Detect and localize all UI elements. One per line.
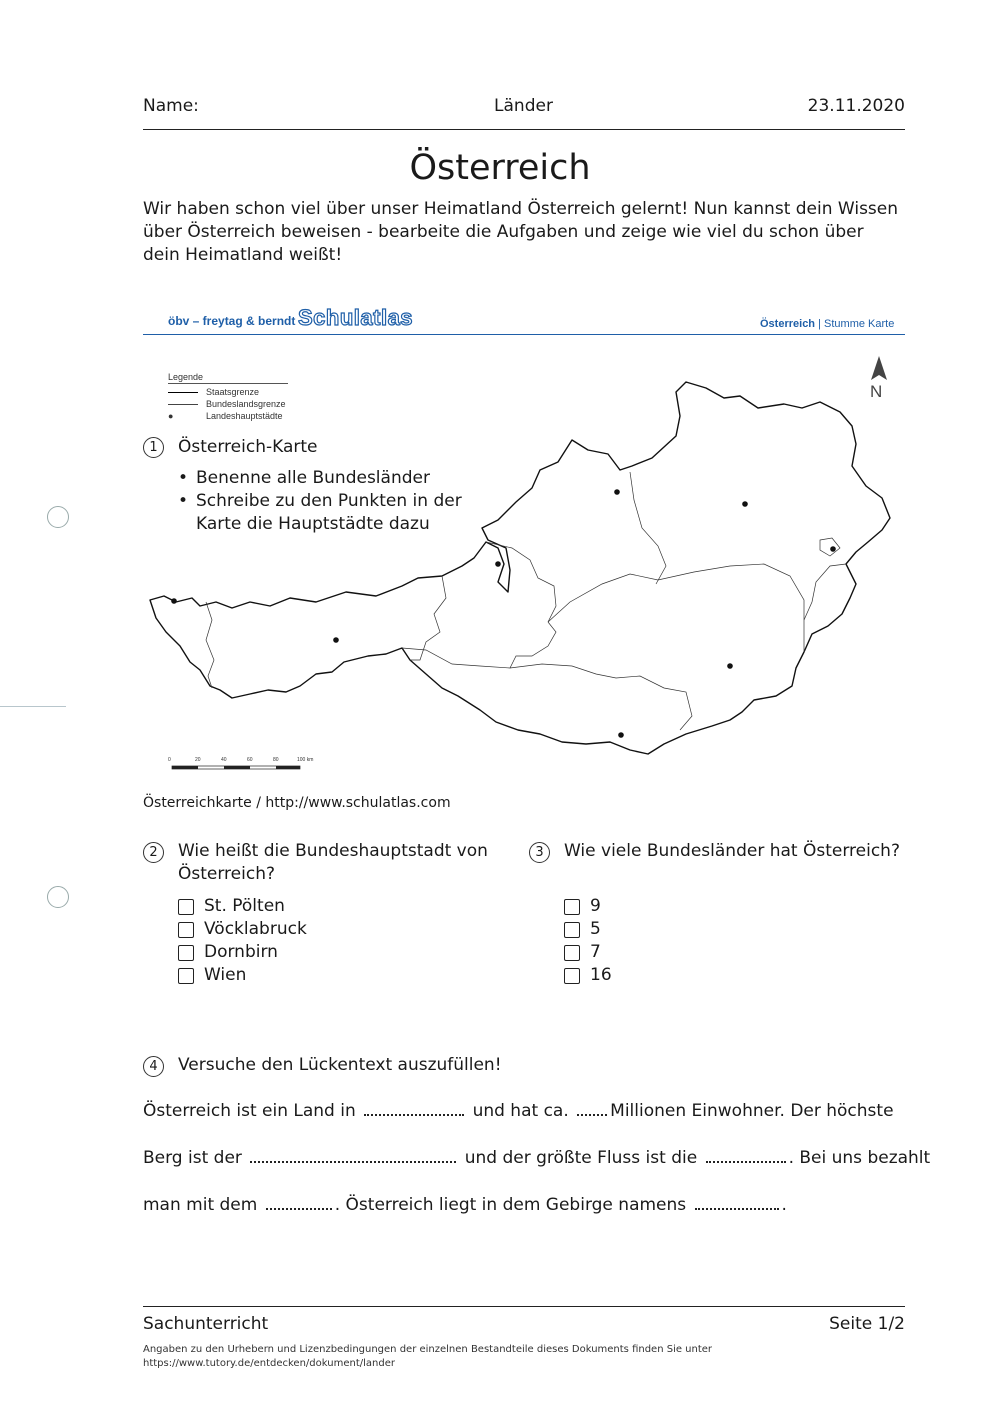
scale-bar — [170, 764, 304, 772]
option-dornbirn[interactable] — [178, 941, 307, 964]
blank-population[interactable] — [577, 1100, 607, 1116]
header-rule — [143, 129, 905, 130]
scale-label: 40 — [221, 757, 227, 763]
cloze-line-3 — [143, 1194, 787, 1215]
task1-title: Österreich-Karte — [178, 437, 318, 457]
checkbox[interactable] — [564, 922, 580, 938]
option-9[interactable] — [564, 895, 612, 918]
capital-dot-graz — [727, 663, 733, 669]
blank-largest-river[interactable] — [706, 1147, 786, 1163]
cloze-text: . Bei uns bezahlt — [788, 1148, 931, 1168]
border-tirol-salzburg — [410, 576, 446, 660]
capital-dot-klagenfurt — [618, 732, 624, 738]
legend-label: Bundeslandsgrenze — [206, 399, 286, 409]
fold-mark — [0, 706, 66, 707]
blank-country-region[interactable] — [364, 1100, 464, 1116]
cloze-line-1 — [143, 1100, 894, 1121]
border-burgenland — [804, 564, 846, 620]
option-wien[interactable] — [178, 964, 307, 987]
option-label: Dornbirn — [204, 942, 278, 962]
punch-hole-bottom — [47, 886, 69, 908]
subject-header: Länder — [494, 96, 553, 116]
bullet-text: Schreibe zu den Punkten in der Karte die Hauptstädte dazu — [196, 491, 462, 534]
option-label: 5 — [590, 919, 601, 939]
license-link[interactable]: https://www.tutory.de/entdecken/dokument/lander — [143, 1358, 395, 1369]
option-label: Vöcklabruck — [204, 919, 307, 939]
intro-text: Wir haben schon viel über unser Heimatland Österreich gelernt! Nun kannst dein Wissen über Österreich beweisen - bearbeite die Aufgaben und zeige wie viel du schon über dein Heimatland weißt! — [143, 199, 899, 265]
checkbox[interactable] — [178, 968, 194, 984]
scale-label: 60 — [247, 757, 253, 763]
option-label: Wien — [204, 965, 247, 985]
task4-instruction: Versuche den Lückentext auszufüllen! — [178, 1055, 502, 1075]
legend-label: Landeshauptstädte — [206, 411, 283, 421]
capital-dot-innsbruck — [333, 637, 339, 643]
blank-highest-mountain[interactable] — [250, 1147, 456, 1163]
scale-label: 0 — [168, 757, 171, 763]
scale-label: 100 km — [297, 757, 314, 763]
legend-title: Legende — [168, 372, 288, 384]
blank-mountain-range[interactable] — [695, 1194, 779, 1210]
option-5[interactable] — [564, 918, 612, 941]
task4-number: 4 — [143, 1056, 164, 1077]
task1-bullet — [178, 467, 508, 490]
cloze-text: und der größte Fluss ist die — [464, 1148, 698, 1168]
option-label: St. Pölten — [204, 896, 285, 916]
license-note: Angaben zu den Urhebern und Lizenzbedingungen der einzelnen Bestandteile dieses Dokuments finden Sie unter — [143, 1344, 713, 1355]
border-vienna — [820, 538, 840, 556]
map-header-rule — [143, 334, 905, 335]
border-vorarlberg-tirol — [206, 602, 214, 688]
task3-number: 3 — [529, 842, 550, 863]
capital-dot-salzburg — [495, 561, 501, 567]
checkbox[interactable] — [564, 945, 580, 961]
option-st-poelten[interactable] — [178, 895, 307, 918]
task2-question: Wie heißt die Bundeshauptstadt von Österreich? — [178, 841, 488, 884]
footer-subject: Sachunterricht — [143, 1314, 269, 1334]
capital-dot-linz — [614, 489, 620, 495]
task1-bullets — [178, 467, 508, 536]
option-label: 16 — [590, 965, 612, 985]
bullet-icon: • — [178, 468, 189, 488]
border-upperaustria-loweraustria — [630, 472, 666, 584]
task2-number: 2 — [143, 842, 164, 863]
cloze-text: Millionen Einwohner. Der höchste — [610, 1101, 894, 1121]
border-salzburg-carinthia — [510, 622, 556, 668]
capital-dot-swatch: ● — [168, 411, 174, 421]
map-heading: Österreich | Stumme Karte — [760, 318, 895, 330]
cloze-line-2 — [143, 1147, 930, 1168]
option-7[interactable] — [564, 941, 612, 964]
legend-label: Staatsgrenze — [206, 387, 260, 397]
date: 23.11.2020 — [807, 96, 905, 116]
map-title: Österreich — [760, 318, 816, 330]
checkbox[interactable] — [564, 899, 580, 915]
cloze-text: . Österreich liegt in dem Gebirge namens — [334, 1195, 687, 1215]
austria-map — [140, 370, 910, 770]
checkbox[interactable] — [178, 899, 194, 915]
option-16[interactable] — [564, 964, 612, 987]
footer-rule — [143, 1306, 905, 1307]
cloze-text: und hat ca. — [472, 1101, 569, 1121]
cloze-text: man mit dem — [143, 1195, 258, 1215]
capital-dot-vienna — [830, 546, 836, 552]
cloze-text: Österreich ist ein Land in — [143, 1101, 356, 1121]
map-subtitle: Stumme Karte — [824, 318, 895, 330]
north-label: N — [870, 382, 883, 401]
map-brand-logo: Schulatlas — [298, 305, 414, 330]
capital-dot-st-poelten — [742, 501, 748, 507]
map-publisher: öbv – freytag & berndt — [168, 314, 296, 328]
option-label: 9 — [590, 896, 601, 916]
page-title: Österreich — [409, 148, 591, 188]
cloze-text: Berg ist der — [143, 1148, 242, 1168]
border-salzburg-upperaustria — [486, 542, 556, 622]
task2-options — [178, 895, 307, 987]
map-caption: Österreichkarte / http://www.schulatlas.com — [143, 795, 451, 811]
task1-number: 1 — [143, 437, 164, 458]
option-voecklabruck[interactable] — [178, 918, 307, 941]
scale-label: 20 — [195, 757, 201, 763]
checkbox[interactable] — [178, 945, 194, 961]
capital-dot-bregenz — [171, 598, 177, 604]
cloze-text: . — [781, 1195, 787, 1215]
punch-hole-top — [47, 506, 69, 528]
bullet-text: Benenne alle Bundesländer — [196, 468, 430, 488]
blank-currency[interactable] — [266, 1194, 332, 1210]
task3-options — [564, 895, 612, 987]
checkbox[interactable] — [178, 922, 194, 938]
border-styria-north — [548, 564, 804, 652]
scale-label: 80 — [273, 757, 279, 763]
bullet-icon: • — [178, 491, 189, 511]
task3-question: Wie viele Bundesländer hat Österreich? — [564, 841, 900, 861]
page-number: Seite 1/2 — [829, 1314, 905, 1334]
name-label: Name: — [143, 96, 199, 116]
checkbox[interactable] — [564, 968, 580, 984]
task1-bullet — [178, 490, 508, 536]
option-label: 7 — [590, 942, 601, 962]
